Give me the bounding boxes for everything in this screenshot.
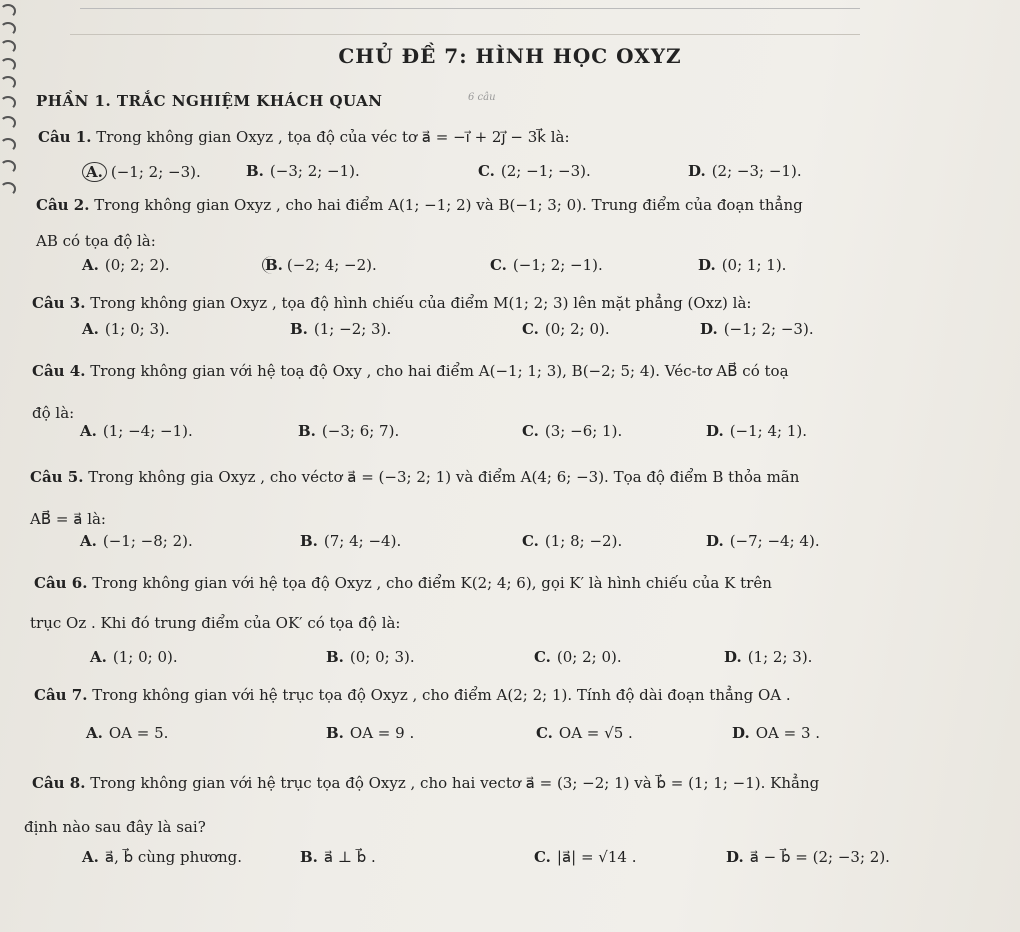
option-4a: A. (1; −4; −1). — [80, 422, 193, 440]
option-5c: C. (1; 8; −2). — [522, 532, 623, 550]
page-rule — [80, 8, 860, 9]
option-8b: B. a⃗ ⊥ b⃗ . — [300, 848, 376, 866]
question-4: Câu 4. Trong không gian với hệ toạ độ Oxy , cho hai điểm A(−1; 1; 3), B(−2; 5; 4). Véc-tơ AB⃗ có toạ — [32, 362, 789, 380]
page-rule — [70, 34, 860, 35]
option-2c: C. (−1; 2; −1). — [490, 256, 603, 274]
option-8a: A. a⃗, b⃗ cùng phương. — [82, 848, 242, 866]
option-7c: C. OA = √5 . — [536, 724, 633, 742]
option-5b: B. (7; 4; −4). — [300, 532, 402, 550]
option-2d: D. (0; 1; 1). — [698, 256, 787, 274]
option-5d: D. (−7; −4; 4). — [706, 532, 820, 550]
option-6a: A. (1; 0; 0). — [90, 648, 178, 666]
option-7d: D. OA = 3 . — [732, 724, 821, 742]
option-2a: A. (0; 2; 2). — [82, 256, 170, 274]
handwritten-note: 6 câu — [468, 92, 496, 103]
option-3d: D. (−1; 2; −3). — [700, 320, 814, 338]
option-3b: B. (1; −2; 3). — [290, 320, 392, 338]
option-4b: B. (−3; 6; 7). — [298, 422, 400, 440]
section-heading: PHẦN 1. TRẮC NGHIỆM KHÁCH QUAN — [36, 92, 383, 110]
question-1: Câu 1. Trong không gian Oxyz , tọa độ của véc tơ a⃗ = −i⃗ + 2j⃗ − 3k⃗ là: — [38, 128, 570, 146]
option-4c: C. (3; −6; 1). — [522, 422, 623, 440]
option-6d: D. (1; 2; 3). — [724, 648, 813, 666]
option-1c: C. (2; −1; −3). — [478, 162, 591, 180]
question-3: Câu 3. Trong không gian Oxyz , tọa độ hình chiếu của điểm M(1; 2; 3) lên mặt phẳng (Oxz) là: — [32, 294, 752, 312]
question-6: Câu 6. Trong không gian với hệ tọa độ Oxyz , cho điểm K(2; 4; 6), gọi K′ là hình chiếu của K trên — [34, 574, 772, 592]
option-6b: B. (0; 0; 3). — [326, 648, 415, 666]
question-5-line2: AB⃗ = a⃗ là: — [30, 510, 106, 528]
option-3a: A. (1; 0; 3). — [82, 320, 170, 338]
option-6c: C. (0; 2; 0). — [534, 648, 622, 666]
option-1b: B. (−3; 2; −1). — [246, 162, 360, 180]
question-8: Câu 8. Trong không gian với hệ trục tọa độ Oxyz , cho hai vectơ a⃗ = (3; −2; 1) và b⃗ = (1; 1; −1). Khẳng — [32, 774, 820, 792]
question-5: Câu 5. Trong không gia Oxyz , cho véctơ a⃗ = (−3; 2; 1) và điểm A(4; 6; −3). Tọa độ điểm B thỏa mãn — [30, 468, 800, 486]
option-1a: A. (−1; 2; −3). — [82, 162, 201, 182]
option-1d: D. (2; −3; −1). — [688, 162, 802, 180]
option-7a: A. OA = 5. — [86, 724, 169, 742]
option-8c: C. |a⃗| = √14 . — [534, 848, 637, 866]
option-5a: A. (−1; −8; 2). — [80, 532, 193, 550]
question-2: Câu 2. Trong không gian Oxyz , cho hai điểm A(1; −1; 2) và B(−1; 3; 0). Trung điểm của đoạn thẳng — [36, 196, 803, 214]
question-4-line2: độ là: — [32, 404, 75, 422]
question-6-line2: trục Oz . Khi đó trung điểm của OK′ có tọa độ là: — [30, 614, 401, 632]
question-2-line2: AB có tọa độ là: — [36, 232, 156, 250]
question-7: Câu 7. Trong không gian với hệ trục tọa độ Oxyz , cho điểm A(2; 2; 1). Tính độ dài đoạn thẳng OA . — [34, 686, 791, 704]
option-2b: B. (−2; 4; −2). — [262, 256, 377, 274]
question-8-line2: định nào sau đây là sai? — [24, 818, 206, 836]
option-8d: D. a⃗ − b⃗ = (2; −3; 2). — [726, 848, 890, 866]
option-4d: D. (−1; 4; 1). — [706, 422, 808, 440]
option-7b: B. OA = 9 . — [326, 724, 415, 742]
page-title: CHỦ ĐỀ 7: HÌNH HỌC OXYZ — [338, 44, 682, 68]
option-3c: C. (0; 2; 0). — [522, 320, 610, 338]
